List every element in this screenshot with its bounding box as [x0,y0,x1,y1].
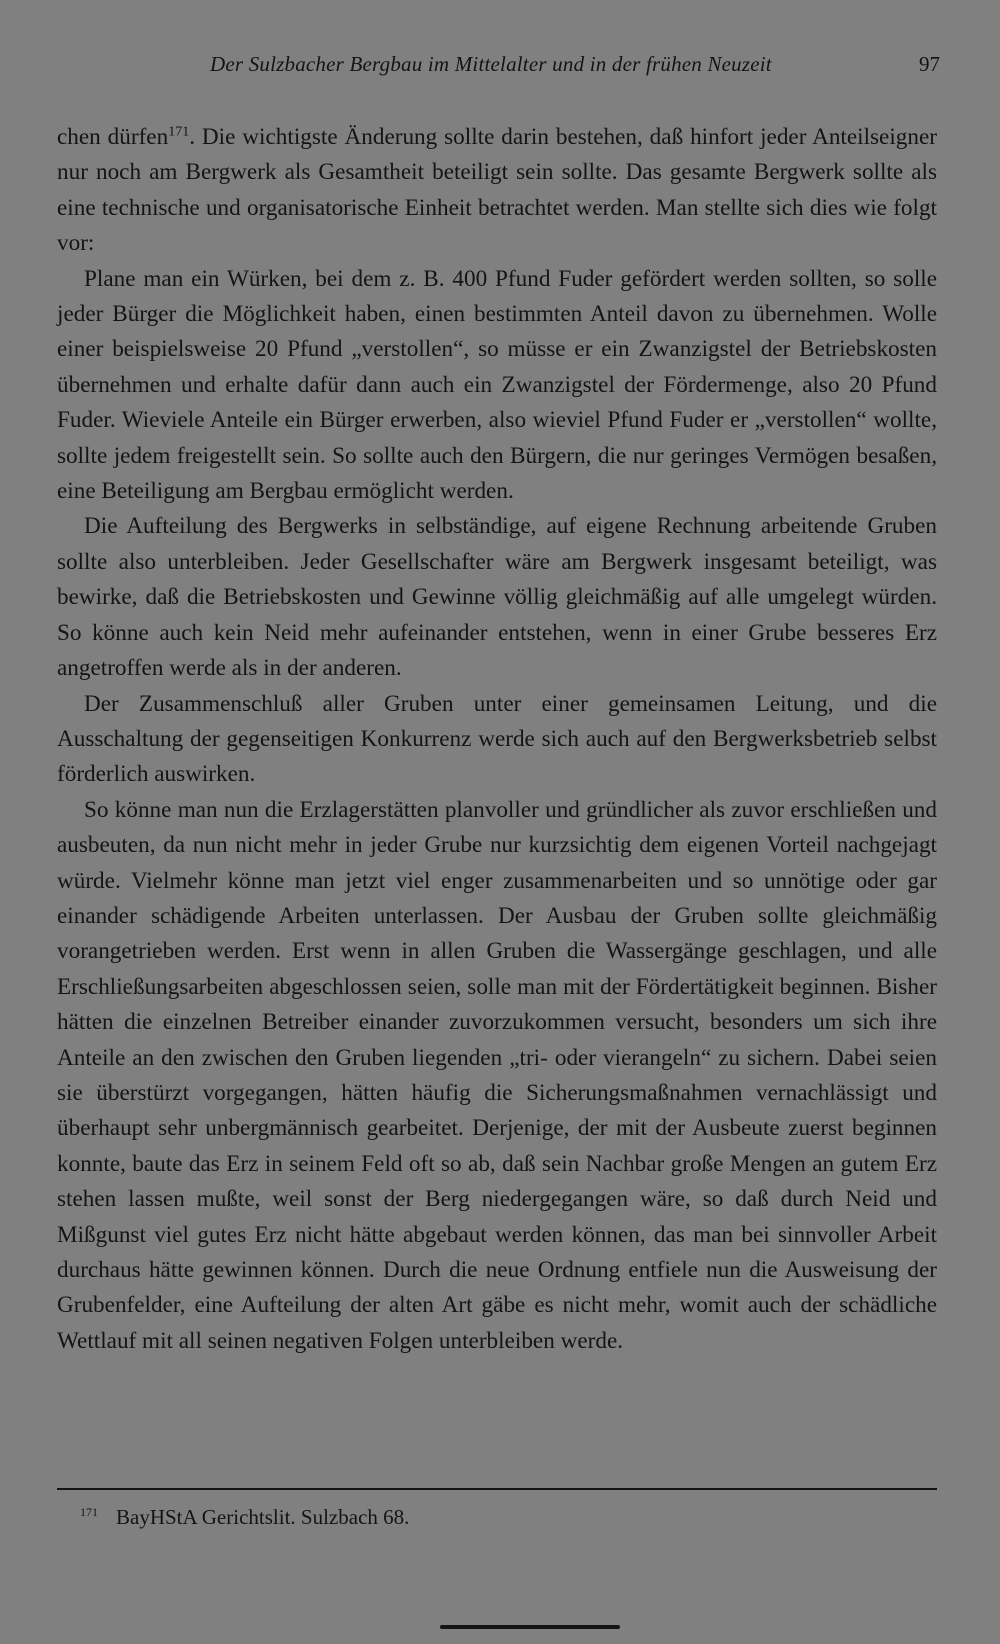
paragraph-1-rest: . Die wichtigste Änderung sollte darin bestehen, daß hinfort jeder Anteilseigner nur noch am Bergwerk als Gesamtheit beteiligt sein sollte. Das gesamte Bergwerk sollte als eine technische und organisatorische Einheit betrachtet werden. Man stellte sich dies wie folgt vor: [57,124,937,257]
paragraph-5: So könne man nun die Erzlagerstätten planvoller und gründlicher als zuvor erschließen und ausbeuten, da nun nicht mehr in jeder Grube nur kurzsichtig dem eigenen Vorteil nachgejagt würde. Vielmehr könne man jetzt viel enger zusammenarbeiten und so unnötige oder gar einander schädigende Arbeiten unterlassen. Der Ausbau der Gruben sollte gleichmäßig vorangetrieben werden. Erst wenn in allen Gruben die Wassergänge geschlagen, und alle Erschließungsarbeiten abgeschlossen seien, solle man mit der Fördertätigkeit beginnen. Bisher hätten die einzelnen Betreiber einander zuvorzukommen versucht, besonders um sich ihre Anteile an den zwischen den Gruben liegenden „tri- oder vierangeln“ zu sichern. Dabei seien sie überstürzt vorgegangen, hätten häufig die Sicherungsmaßnahmen vernachlässigt und überhaupt sehr unbergmännisch gearbeitet. Derjenige, der mit der Ausbeute zuerst beginnen konnte, baute das Erz in seinem Feld oft so ab, daß sein Nachbar große Mengen an gutem Erz stehen lassen mußte, weil sonst der Berg niedergegangen wäre, so daß durch Neid und Mißgunst viel gutes Erz nicht hätte abgebaut werden können, das man bei sinnvoller Arbeit durchaus hätte gewinnen können. Durch die neue Ordnung entfiele nun die Ausweisung der Grubenfelder, eine Aufteilung der alten Art gäbe es nicht mehr, womit auch der schädliche Wettlauf mit all seinen negativen Folgen unterbleiben werde. [57,796,937,1354]
running-head [60,52,940,88]
footnote-divider [57,1488,937,1490]
paragraph-1 [57,120,937,262]
paragraph-4: Der Zusammenschluß aller Gruben unter einer gemeinsamen Leitung, und die Ausschaltung der gegenseitigen Konkurrenz werde sich auch auf den Bergwerksbetrieb selbst förderlich auswirken. [57,690,937,788]
footnote-text: BayHStA Gerichtslit. Sulzbach 68. [116,1505,410,1529]
body-text [57,120,937,1359]
footnote [80,1505,409,1530]
bottom-mark [440,1625,620,1629]
page-number: 97 [919,52,940,76]
footnote-number: 171 [80,1505,98,1519]
paragraph-1-start: chen dürfen [57,124,169,150]
running-title: Der Sulzbacher Bergbau im Mittelalter und in der frühen Neuzeit [210,52,772,76]
footnote-reference[interactable]: 171 [168,124,190,140]
paragraph-2: Plane man ein Würken, bei dem z. B. 400 Pfund Fuder gefördert werden sollten, so solle jeder Bürger die Möglichkeit haben, einen bestimmten Anteil davon zu übernehmen. Wolle einer beispielsweise 20 Pfund „verstollen“, so müsse er ein Zwanzigstel der Betriebskosten übernehmen und erhalte dafür dann auch ein Zwanzigstel der Fördermenge, also 20 Pfund Fuder. Wieviele Anteile ein Bürger erwerben, also wieviel Pfund Fuder er „verstollen“ wollte, sollte jedem freigestellt sein. So sollte auch den Bürgern, die nur geringes Vermögen besaßen, eine Beteiligung am Bergbau ermöglicht werden. [57,265,937,505]
paragraph-3: Die Aufteilung des Bergwerks in selbständige, auf eigene Rechnung arbeitende Gruben sollte also unterbleiben. Jeder Gesellschafter wäre am Bergwerk insgesamt beteiligt, was bewirke, daß die Betriebskosten und Gewinne völlig gleichmäßig auf alle umgelegt würden. So könne auch kein Neid mehr aufeinander entstehen, wenn in einer Grube besseres Erz angetroffen werde als in der anderen. [57,513,937,682]
